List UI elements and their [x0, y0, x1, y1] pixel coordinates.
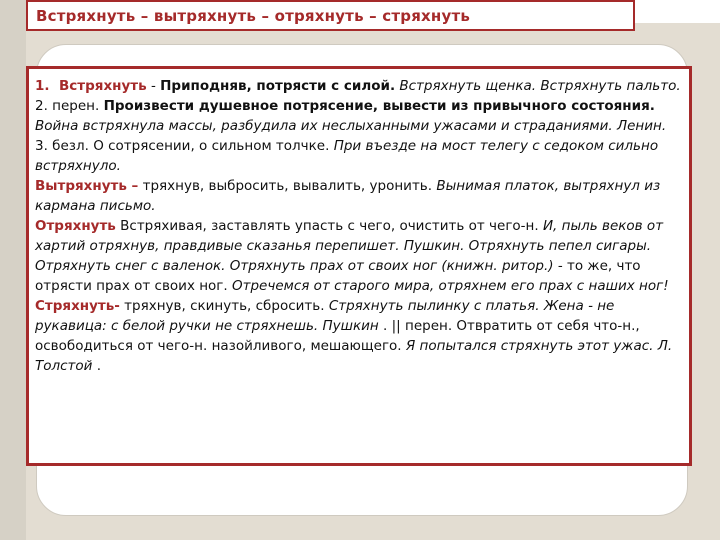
entry-example-2: Отречемся от старого мира, отряхнем его прах с наших ног!	[227, 278, 669, 294]
entry-term: Вытряхнуть –	[35, 178, 139, 194]
decorative-side-bar	[0, 0, 26, 540]
entry-example: Вынимая платок, вытряхнул из кармана письмо.	[35, 178, 661, 214]
entry-term: Встряхнуть	[59, 78, 147, 94]
slide-title: Встряхнуть – вытряхнуть – отряхнуть – стряхнуть	[26, 0, 635, 31]
entry-definition: Встряхивая, заставлять упасть с чего, очистить от чего-н.	[115, 218, 539, 234]
entry-number: 1.	[35, 78, 50, 94]
entry-vytryahnut	[35, 176, 683, 216]
entry-otryahnut	[35, 216, 683, 296]
sense-example: Война встряхнула массы, разбудила их неслыханными ужасами и страданиями. Ленин.	[35, 118, 667, 134]
entry-definition: тряхнув, скинуть, сбросить.	[119, 298, 325, 314]
entry-example: Стряхнуть пылинку с платья. Жена - не рукавица: с белой ручки не стряхнешь. Пушкин	[35, 298, 615, 334]
entry-example: Встряхнуть щенка. Встряхнуть пальто.	[395, 78, 681, 94]
sense-example: При въезде на мост телегу с седоком сильно встряхнуло.	[35, 138, 659, 174]
entry-definition: Приподняв, потрясти с силой.	[160, 78, 396, 94]
definitions-box	[26, 66, 692, 466]
entry-vstryahnut-sense-3	[35, 136, 683, 176]
entry-body	[59, 76, 683, 96]
entry-dash: -	[146, 78, 161, 94]
entry-stryahnut	[35, 296, 683, 376]
entry-example-2: Я попытался стряхнуть этот ужас. Л. Толстой	[35, 338, 673, 374]
entry-vstryahnut-sense-2	[35, 96, 683, 136]
entry-definition-2: . || перен. Отвратить от себя что-н., освободиться от чего-н. назойливого, мешающего.	[35, 318, 640, 354]
entry-definition-2: - то же, что отрясти прах от своих ног.	[35, 258, 641, 294]
sense-prefix: 3. безл. О сотрясении, о сильном толчке.	[35, 138, 330, 154]
sense-prefix: 2. перен.	[35, 98, 104, 114]
entry-tail: .	[92, 358, 102, 374]
entry-vstryahnut	[35, 76, 683, 96]
entry-example: И, пыль веков от хартий отряхнув, правдивые сказанья перепишет. Пушкин. Отряхнуть пепел сигары. Отряхнуть снег с валенок. Отряхнуть прах от своих ног (книжн. ритор.)	[35, 218, 664, 274]
entry-definition: тряхнув, выбросить, вывалить, уронить.	[138, 178, 433, 194]
sense-definition: Произвести душевное потрясение, вывести из привычного состояния.	[103, 98, 655, 114]
entry-term: Стряхнуть-	[35, 298, 120, 314]
entry-term: Отряхнуть	[35, 218, 116, 234]
